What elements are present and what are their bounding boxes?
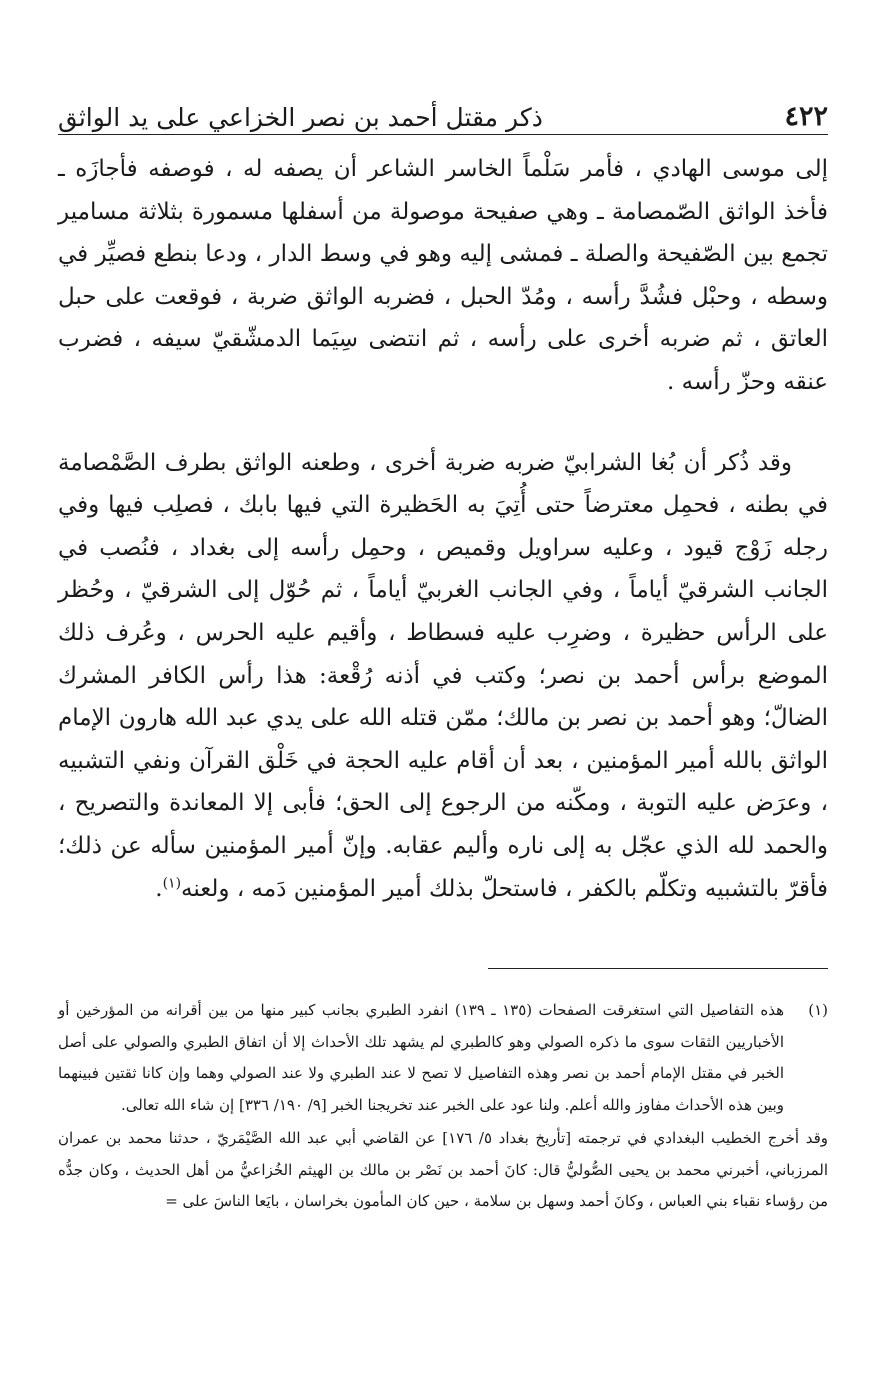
page-number: ٤٢٢	[784, 101, 828, 132]
paragraph-1: إلى موسى الهادي ، فأمر سَلْماً الخاسر الشاعر أن يصفه له ، فوصفه فأجازَه ـ فأخذ الواثق الصّمصامة ـ وهي صفيحة موصولة من أسفلها مسمورة بثلاثة مسامير تجمع بين الصّفيحة والصلة ـ فمشى إليه وهو في وسط الدار ، ودعا بنطع فصيِّر في وسطه ، وحبْل فشُدَّ رأسه ، ومُدّ الحبل ، فضربه الواثق ضربة ، فوقعت على حبل العاتق ، ثم ضربه أخرى على رأسه ، ثم انتضى سِيَما الدمشّقيّ سيفه ، فضرب عنقه وحزّ رأسه .	[58, 156, 828, 395]
paragraph-2-text: وقد ذُكر أن بُغا الشرابيّ ضربه ضربة أخرى ، وطعنه الواثق بطرف الصَّمْصامة في بطنه ، فحمِل معترضاً حتى أُتِيَ به الحَظيرة التي فيها بابك ، فصلِب فيها وفي رجله زَوْج قيود ، وعليه سراويل وقميص ، وحمِل رأسه إلى بغداد ، فنُصب في الجانب الشرقيّ أياماً ، وفي الجانب الغربيّ أياماً ، ثم حُوّل إلى الشرقيّ ، وحُظر على الرأس حظيرة ، وضرِب عليه فسطاط ، وأقيم عليه الحرس ، وعُرف ذلك الموضع برأس أحمد بن نصر؛ وكتب في أذنه رُقْعة: هذا رأس الكافر المشرك الضالّ؛ وهو أحمد بن نصر بن مالك؛ ممّن قتله الله على يدي عبد الله هارون الإمام الواثق بالله أمير المؤمنين ، بعد أن أقام عليه الحجة في خَلْق القرآن ونفي التشبيه ، وعرَض عليه التوبة ، ومكّنه من الرجوع إلى الحق؛ فأبى إلا المعاندة والتصريح ، والحمد لله الذي عجّل به إلى ناره وأليم عقابه. وإنّ أمير المؤمنين سأله عن ذلك؛ فأقرّ بالتشبيه وتكلّم بالكفر ، فاستحلّ بذلك أمير المؤمنين دَمه ، ولعنه	[58, 449, 828, 902]
footnote-reference[interactable]: (١)	[162, 874, 182, 891]
page-header	[58, 95, 828, 135]
book-page	[58, 0, 828, 1392]
footnote-number: (١)	[808, 1001, 828, 1019]
paragraph-2-end: .	[155, 875, 163, 902]
running-title: ذكر مقتل أحمد بن نصر الخزاعي على يد الواثق	[58, 103, 543, 132]
footnote-continuation: وقد أخرج الخطيب البغدادي في ترجمته [تأريخ بغداد ٥/ ١٧٦] عن القاضي أبي عبد الله الصَّيْمَريّ ، حدثنا محمد بن عمران المرزباني، أخبرني محمد بن يحيى الصُّوليُّ قال: كانَ أحمد بن نَصْر بن مالك بن الهيثم الخُزاعيُّ من أهل الحديث ، وكان جدُّه من رؤساء نقباء بني العباس ، وكانَ أحمد وسهل بن سلامة ، حين كان المأمون بخراسان ، بايَعا الناسَ على =	[58, 1129, 828, 1210]
footnote-separator	[488, 968, 828, 969]
paragraph-2	[58, 442, 828, 911]
footnote-1	[58, 995, 828, 1121]
footnotes	[58, 995, 828, 1218]
main-text	[58, 148, 828, 910]
footnote-text: هذه التفاصيل التي استغرقت الصفحات (١٣٥ ـ ١٣٩) انفرد الطبري بجانب كبير منها من بين أقرانه من المؤرخين أو الأخباريين الثقات سوى ما ذكره الصولي وهو كالطبري لم يشهد تلك الأحداث إلا أن اتفاق الطبري والصولي على أصل الخبر في مقتل الإمام أحمد بن نصر وهذه التفاصيل لا تصح لا عند الطبري ولا عند الصولي وهما وإن كانا ثقتين فبينهما وبين هذه الأحداث مفاوز والله أعلم. ولنا عود على الخبر عند تخريجنا الخبر [٩/ ١٩٠/ ٣٣٦] إن شاء الله تعالى.	[58, 1001, 784, 1114]
